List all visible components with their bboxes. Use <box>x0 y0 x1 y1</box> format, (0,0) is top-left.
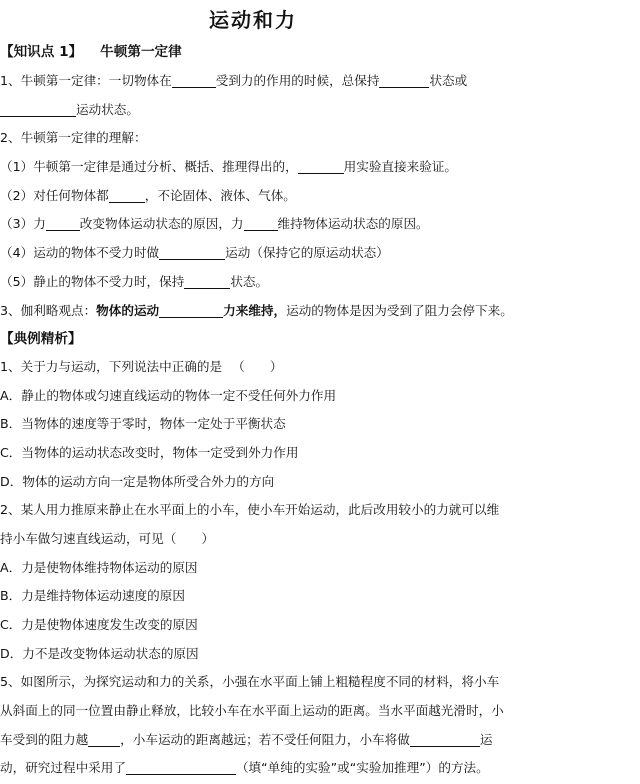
understanding-item-1 <box>0 157 630 177</box>
fill-blank[interactable] <box>88 732 120 747</box>
question-2-stem-line-1: 2、某人用力推原来静止在水平面上的小车，使小车开始运动，此后改用较小的力就可以维 <box>0 502 500 517</box>
question-5-line-2: 从斜面上的同一位置由静止释放，比较小车在水平面上运动的距离。当水平面越光滑时，小 <box>0 703 504 718</box>
understanding-item-4 <box>0 243 630 263</box>
fill-blank[interactable] <box>159 245 225 260</box>
fill-blank[interactable] <box>244 216 278 231</box>
law-text: 受到力的作用的时候，总保持 <box>215 73 380 88</box>
law-text: 状态或 <box>429 73 468 88</box>
item-text: 状态。 <box>230 274 269 289</box>
section-heading-knowledge <box>0 42 630 62</box>
question-1-option-a: A．静止的物体或匀速直线运动的物体一定不受任何外力作用 <box>0 388 337 403</box>
item-text: （2）对任何物体都 <box>0 188 109 203</box>
galileo-bold-text: 物体的运动 <box>96 303 160 318</box>
answer-paren[interactable]: （ ） <box>232 359 283 374</box>
item-text: 维持物体运动状态的原因。 <box>277 216 429 231</box>
item-text: （5）静止的物体不受力时，保持 <box>0 274 185 289</box>
fill-blank[interactable] <box>298 159 344 174</box>
fill-blank[interactable] <box>126 760 236 775</box>
question-text: （填“单纯的实验”或“实验加推理”）的方法。 <box>235 760 489 775</box>
fill-blank[interactable] <box>379 73 429 88</box>
section-label: 【知识点 1】 <box>0 44 83 60</box>
question-2-option-d: D．力不是改变物体运动状态的原因 <box>0 646 199 661</box>
fill-blank[interactable] <box>172 73 216 88</box>
item-text: （3）力 <box>0 216 46 231</box>
fill-blank[interactable] <box>46 216 80 231</box>
question-2-option-c: C．力是使物体速度发生改变的原因 <box>0 617 198 632</box>
question-text: 车受到的阻力越 <box>0 732 89 747</box>
question-1-stem <box>0 357 630 377</box>
galileo-view <box>0 301 630 321</box>
fill-blank[interactable] <box>159 303 223 318</box>
question-5-line-3 <box>0 730 630 750</box>
question-2-stem-line-2: 持小车做匀速直线运动，可见（ ） <box>0 531 215 546</box>
fill-blank[interactable] <box>0 102 76 117</box>
question-2-option-b: B．力是维持物体运动速度的原因 <box>0 588 185 603</box>
fill-blank[interactable] <box>184 274 230 289</box>
understanding-item-2 <box>0 186 630 206</box>
galileo-bold-text: 力来维持， <box>223 303 287 318</box>
understanding-item-5 <box>0 272 630 292</box>
question-1-option-d: D．物体的运动方向一定是物体所受合外力的方向 <box>0 474 275 489</box>
law-text: 运动状态。 <box>76 102 139 117</box>
understanding-title: 2、牛顿第一定律的理解： <box>0 130 147 145</box>
section-heading-examples: 【典例精析】 <box>0 331 82 347</box>
fill-blank[interactable] <box>109 188 145 203</box>
fill-blank[interactable] <box>410 732 480 747</box>
question-1-option-b: B．当物体的速度等于零时，物体一定处于平衡状态 <box>0 416 286 431</box>
item-text: （4）运动的物体不受力时做 <box>0 245 160 260</box>
page-title: 运动和力 <box>209 8 297 32</box>
galileo-text: 运动的物体是因为受到了阻力会停下来。 <box>286 303 513 318</box>
law-line-2 <box>0 100 630 120</box>
item-text: 运动（保持它的原运动状态） <box>225 245 389 260</box>
section-topic: 牛顿第一定律 <box>100 44 182 60</box>
question-text: ，小车运动的距离越远；若不受任何阻力，小车将做 <box>120 732 410 747</box>
law-text: 1、牛顿第一定律：一切物体在 <box>0 73 172 88</box>
question-1-option-c: C．当物体的运动状态改变时，物体一定受到外力作用 <box>0 445 299 460</box>
question-text: 动，研究过程中采用了 <box>0 760 126 775</box>
item-text: 用实验直接来验证。 <box>343 159 458 174</box>
question-text: 运 <box>479 732 493 747</box>
galileo-text: 3、伽利略观点： <box>0 303 97 318</box>
item-text: ，不论固体、液体、气体。 <box>144 188 296 203</box>
question-5-line-1: 5、如图所示，为探究运动和力的关系，小强在水平面上铺上粗糙程度不同的材料，将小车 <box>0 674 500 689</box>
understanding-item-3 <box>0 214 630 234</box>
item-text: （1）牛顿第一定律是通过分析、概括、推理得出的， <box>0 159 298 174</box>
item-text: 改变物体运动状态的原因，力 <box>79 216 244 231</box>
question-text: 1、关于力与运动，下列说法中正确的是 <box>0 359 223 374</box>
question-2-option-a: A．力是使物体维持物体运动的原因 <box>0 560 198 575</box>
law-line-1 <box>0 71 630 91</box>
question-5-line-4 <box>0 758 630 778</box>
